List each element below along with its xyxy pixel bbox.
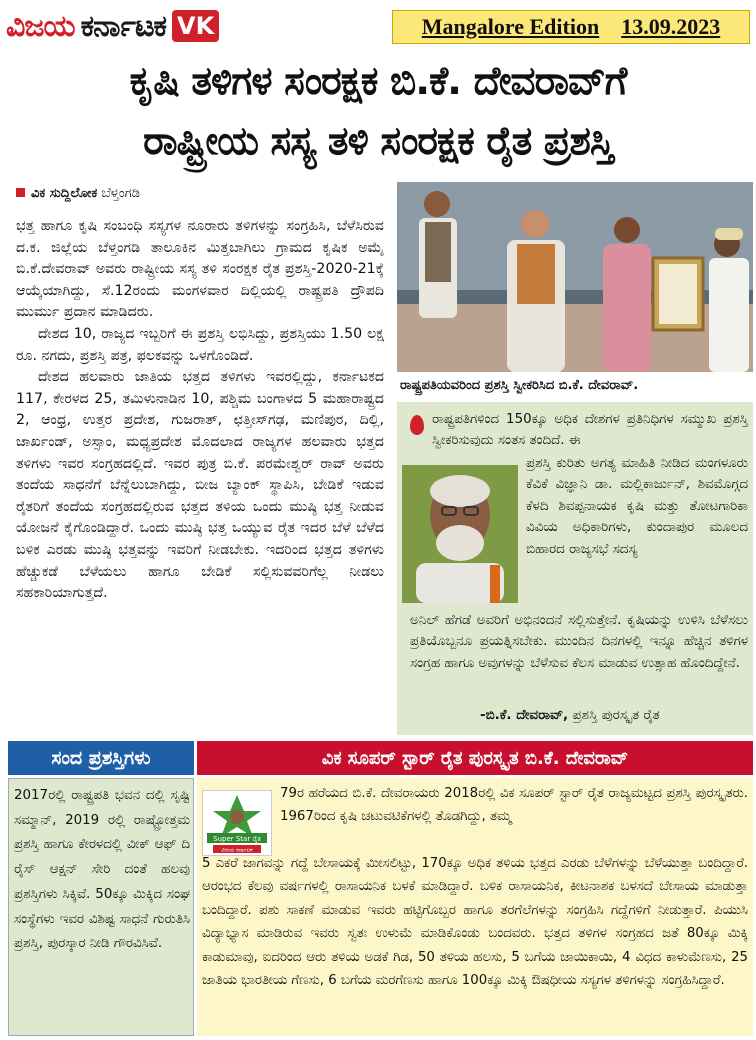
award-ceremony-illustration: [397, 182, 753, 372]
article-body: [16, 216, 384, 605]
edition-name: Mangalore Edition: [421, 14, 600, 39]
article-paragraph-1: ಭತ್ತ ಹಾಗೂ ಕೃಷಿ ಸಂಬಂಧಿ ಸಸ್ಯಗಳ ನೂರಾರು ತಳಿಗಳನ್ನು ಸಂಗ್ರಹಿಸಿ, ಬೆಳೆಸಿರುವ ದ.ಕ. ಜಿಲ್ಲೆಯ ಬೆಳ್ತಂಗಡಿ ತಾಲೂಕಿನ ಮಿತ್ತಬಾಗಿಲು ಗ್ರಾಮದ ಕೃಷಿಕ ಅಮೈ ಬಿ.ಕೆ.ದೇವರಾವ್ ಅವರು ರಾಷ್ಟ್ರೀಯ ಸಸ್ಯ ತಳಿ ಸಂರಕ್ಷಕ ರೈತ ಪ್ರಶಸ್ತಿ-2020-21ಕ್ಕೆ ಆಯ್ಕೆಯಾಗಿದ್ದು, ಸೆ.12ರಂದು ಮಂಗಳವಾರ ದಿಲ್ಲಿಯಲ್ಲಿ ರಾಷ್ಟ್ರಪತಿ ದ್ರೌಪದಿ ಮುರ್ಮು ಪ್ರದಾನ ಮಾಡಿದರು.: [16, 218, 384, 321]
byline-place: ಬೆಳ್ತಂಗಡಿ: [101, 186, 140, 201]
superstar-badge: [202, 790, 272, 856]
quote-marker-icon: [410, 415, 424, 435]
headline: [0, 52, 756, 172]
awards-section-heading: ಸಂದ ಪ್ರಶಸ್ತಿಗಳು: [8, 741, 194, 775]
superstar-badge-label: Super Star ರೈತ: [213, 835, 261, 843]
byline: [16, 186, 140, 201]
quote-signature: [480, 707, 660, 723]
newspaper-logo: [6, 6, 219, 46]
awards-section-text: 2017ರಲ್ಲಿ ರಾಷ್ಟ್ರಪತಿ ಭವನ ದಲ್ಲಿ ಸೃಷ್ಟಿ ಸಮ್ಮಾನ್, 2019 ರಲ್ಲಿ ರಾಷ್ಟ್ರೋತ್ತಮ ಪ್ರಶಸ್ತಿ ಹಾಗೂ ಕೇರಳದಲ್ಲಿ ವೀಕ್ ಆಫ್ ದಿ ರೈಸ್ ಆಕ್ಷನ್ ಸೇರಿ ದಂತೆ ಹಲವು ಪ್ರಶಸ್ತಿಗಳು ಸಿಕ್ಕಿವೆ. 50ಕ್ಕೂ ಮಿಕ್ಕಿದ ಸಂಘ ಸಂಸ್ಥೆಗಳು ಇವರ ವಿಶಿಷ್ಟ ಸಾಧನೆ ಗುರುತಿಸಿ ಪ್ರಶಸ್ತಿ, ಪುರಸ್ಕಾರ ನೀಡಿ ಗೌರವಿಸಿವೆ.: [14, 788, 190, 952]
logo-vijaya: ವಿಜಯ: [6, 8, 75, 44]
quote-text-top: ರಾಷ್ಟ್ರಪತಿಗಳಿಂದ 150ಕ್ಕೂ ಅಧಿಕ ದೇಶಗಳ ಪ್ರತಿನಿಧಿಗಳ ಸಮ್ಮುಖ ಪ್ರಶಸ್ತಿ ಸ್ವೀಕರಿಸುವುದು ಸಂತಸ ತಂದಿದೆ. ಈ: [432, 412, 748, 449]
logo-karnataka: ಕರ್ನಾಟಕ: [80, 8, 167, 44]
quote-text-bottom: ಅನಿಲ್ ಹೆಗಡೆ ಅವರಿಗೆ ಅಭಿನಂದನೆ ಸಲ್ಲಿಸುತ್ತೇನೆ. ಕೃಷಿಯನ್ನು ಉಳಿಸಿ ಬೆಳೆಸಲು ಪ್ರತಿಯೊಬ್ಬನೂ ಪ್ರಯತ್ನಿಸಬೇಕು. ಮುಂದಿನ ದಿನಗಳಲ್ಲಿ ಇನ್ನೂ ಹೆಚ್ಚಿನ ತಳಿಗಳ ಸಂಗ್ರಹ ಹಾಗೂ ಅವುಗಳನ್ನು ಬೆಳೆಸುವ ಕೆಲಸ ಮಾಡುವ ಉತ್ಸಾಹ ಹೊಂದಿದ್ದೇನೆ.: [410, 613, 748, 671]
headline-line-2: ರಾಷ್ಟ್ರೀಯ ಸಸ್ಯ ತಳಿ ಸಂರಕ್ಷಕ ರೈತ ಪ್ರಶಸ್ತಿ: [143, 119, 613, 164]
edition-banner: [392, 10, 750, 44]
photo-caption: ರಾಷ್ಟ್ರಪತಿಯವರಿಂದ ಪ್ರಶಸ್ತಿ ಸ್ವೀಕರಿಸಿದ ಬಿ.ಕೆ. ದೇವರಾವ್.: [400, 378, 639, 393]
superstar-section-heading: ವಿಕ ಸೂಪರ್ ಸ್ಟಾರ್ ರೈತ ಪುರಸ್ಕೃತ ಬಿ.ಕೆ. ದೇವರಾವ್: [197, 741, 753, 775]
logo-vk-badge: VK: [172, 10, 219, 42]
article-paragraph-2: ದೇಶದ 10, ರಾಜ್ಯದ ಇಬ್ಬರಿಗೆ ಈ ಪ್ರಶಸ್ತಿ ಲಭಿಸಿದ್ದು, ಪ್ರಶಸ್ತಿಯು 1.50 ಲಕ್ಷ ರೂ. ನಗದು, ಪ್ರಶಸ್ತಿ ಪತ್ರ, ಫಲಕವನ್ನು ಒಳಗೊಂಡಿದೆ.: [16, 325, 384, 364]
superstar-badge-illustration: [203, 791, 271, 855]
article-paragraph-3: ದೇಶದ ಹಲವಾರು ಜಾತಿಯ ಭತ್ತದ ತಳಿಗಳು ಇವರಲ್ಲಿದ್ದು, ಕರ್ನಾಟಕದ 117, ಕೇರಳದ 25, ತಮಿಳುನಾಡಿನ 10, ಪಶ್ಚಿಮ ಬಂಗಾಳದ 5 ಮಹಾರಾಷ್ಟ್ರದ 2, ಆಂಧ್ರ, ಉತ್ತರ ಪ್ರದೇಶ, ಗುಜರಾತ್, ಛತ್ತೀಸ್‌ಗಢ, ಮಣಿಪುರ, ದಿಲ್ಲಿ, ಜಾರ್ಖಂಡ್, ಅಸ್ಸಾಂ, ಮಧ್ಯಪ್ರದೇಶ ಮೊದಲಾದ ರಾಜ್ಯಗಳ ಹಲವಾರು ಭತ್ತದ ತಳಿಗಳು ಇವರ ಸಂಗ್ರಹದಲ್ಲಿದೆ. ಇವರ ಪುತ್ರ ಬಿ.ಕೆ. ಪರಮೇಶ್ವರ್ ರಾವ್ ಅವರು ತಂದೆಯ ಸಾಧನೆಗೆ ಬೆನ್ನೆಲುಬಾಗಿದ್ದು, ಬೀಜ ಬ್ಯಾಂಕ್ ಸ್ಥಾಪಿಸಿ, ಬೇಡಿಕೆ ಇಡುವ ರೈತರಿಗೆ ತಂದೆಯ ಸಂಗ್ರಹದಲ್ಲಿರುವ ಭತ್ತದ ತಳಿಯ ಒಂದು ಮುಷ್ಠಿ ಭತ್ತ ನೀಡುವ ಯೋಜನೆ ಕೈಗೊಂಡಿದ್ದಾರೆ. ಒಂದು ಮುಷ್ಠಿ ಭತ್ತ ಒಯ್ಯುವ ರೈತ ಇದರ ಬೆಳೆ ಬೆಳೆದ ಬಳಿಕ ಎರಡು ಮುಷ್ಠಿ ಭತ್ತವನ್ನು ಇವರಿಗೆ ನೀಡಬೇಕು. ಇದರಿಂದ ಭತ್ತದ ತಳಿಗಳು ಹೆಚ್ಚುಕಡೆ ಬೆಳೆಯಲು ಹಾಗೂ ಬೇಡಿಕೆ ಸಲ್ಲಿಸುವವರಿಗೆಲ್ಲ ನೀಡಲು ಸಹಕಾರಿಯಾಗುತ್ತದೆ.: [16, 369, 384, 602]
farmer-portrait: [402, 465, 518, 603]
superstar-text-top: 79ರ ಹರೆಯದ ಬಿ.ಕೆ. ದೇವರಾಯರು 2018ರಲ್ಲಿ ವಿಕ ಸೂಪರ್ ಸ್ಟಾರ್ ರೈತ ರಾಜ್ಯಮಟ್ಟದ ಪ್ರಶಸ್ತಿ ಪುರಸ್ಕೃತರು. 1967ರಿಂದ ಕೃಷಿ ಚಟುವಟಿಕೆಗಳಲ್ಲಿ ತೊಡಗಿದ್ದು, ತಮ್ಮ: [280, 786, 748, 825]
farmer-portrait-illustration: [402, 465, 518, 603]
byline-source: ವಿಕ ಸುದ್ದಿಲೋಕ: [31, 186, 98, 201]
masthead: [0, 0, 756, 50]
superstar-text-bottom: 5 ಎಕರೆ ಜಾಗವನ್ನು ಗದ್ದೆ ಬೇಸಾಯಕ್ಕೆ ಮೀಸಲಿಟ್ಟು, 170ಕ್ಕೂ ಅಧಿಕ ತಳಿಯ ಭತ್ತದ ಎರಡು ಬೆಳೆಗಳನ್ನು ಬೆಳೆಯುತ್ತಾ ಬಂದಿದ್ದಾರೆ. ಆರಂಭದ ಕೆಲವು ವರ್ಷಗಳಲ್ಲಿ ರಾಸಾಯನಿಕ ಬಳಕೆ ಮಾಡಿದ್ದಾರೆ. ಬಳಿಕ ರಾಸಾಯನಿಕ, ಕೀಟನಾಶಕ ಬಳಸದೆ ಬೇಸಾಯ ಮಾಡುತ್ತಾ ಬಂದಿದ್ದಾರೆ. ಪಶು ಸಾಕಣೆ ಮಾಡುವ ಇವರು ಹಟ್ಟಿಗೊಬ್ಬರ ಹಾಗೂ ತರಗೆಲೆಗಳನ್ನು ಸಂಗ್ರಹಿಸಿ ಗದ್ದೆಗಳಿಗೆ ನೀಡುತ್ತಾರೆ. ಪಿಯುಸಿ ವಿದ್ಯಾಭ್ಯಾಸ ಮಾಡಿರುವ ಇವರು ಸ್ವತಃ ಉಳುಮೆ ಮಾಡಿಕೊಂಡು ಬಂದವರು. ಭತ್ತದ ತಳಿಗಳ ಸಂಗ್ರಹದ ಜತೆ 80ಕ್ಕೂ ಮಿಕ್ಕಿ ಕಾಡುಮಾವು, ಐದರಿಂದ ಆರು ತಳಿಯ ಅಡಕೆ ಗಿಡ, 50 ತಳಿಯ ಹಲಸು, 5 ಬಗೆಯ ಜಾಯಿಕಾಯಿ, 4 ವಿಧದ ಕಾಳುಮೆಣಸು, 25 ಜಾತಿಯ ಭಾರತೀಯ ಗೆಣಸು, 6 ಬಗೆಯ ಮರಗೆಣಸು ಹಾಗೂ 100ಕ್ಕೂ ಮಿಕ್ಕಿ ಔಷಧೀಯ ಸಸ್ಯಗಳ ತಳಿಗಳನ್ನು ಸಂಗ್ರಹಿಸಿದ್ದಾರೆ.: [202, 856, 748, 989]
superstar-badge-brand: ವಿಜಯ ಕರ್ನಾಟಕ: [221, 847, 253, 854]
byline-marker-icon: [16, 188, 25, 197]
quote-signature-title: ಪ್ರಶಸ್ತಿ ಪುರಸ್ಕೃತ ರೈತ: [572, 707, 660, 723]
edition-date: 13.09.2023: [621, 14, 721, 39]
headline-line-1: ಕೃಷಿ ತಳಿಗಳ ಸಂರಕ್ಷಕ ಬಿ.ಕೆ. ದೇವರಾವ್‌ಗೆ: [129, 59, 627, 104]
quote-signature-name: -ಬಿ.ಕೆ. ದೇವರಾವ್,: [480, 707, 569, 723]
quote-text-side: ಪ್ರಶಸ್ತಿ ಕುರಿತು ಅಗತ್ಯ ಮಾಹಿತಿ ನೀಡಿದ ಮಂಗಳೂರು ಕೆವಿಕೆ ವಿಜ್ಞಾನಿ ಡಾ. ಮಲ್ಲಿಕಾರ್ಜುನ್, ಶಿವಮೊಗ್ಗದ ಕೆಳದಿ ಶಿವಪ್ಪನಾಯಕ ಕೃಷಿ ಮತ್ತು ತೋಟಗಾರಿಕಾ ವಿವಿಯ ಅಧಿಕಾರಿಗಳು, ಕುಂದಾಪುರ ಮೂಲದ ಬಿಹಾರದ ರಾಜ್ಯಸಭೆ ಸದಸ್ಯ: [526, 456, 748, 557]
award-ceremony-photo: [397, 182, 753, 372]
